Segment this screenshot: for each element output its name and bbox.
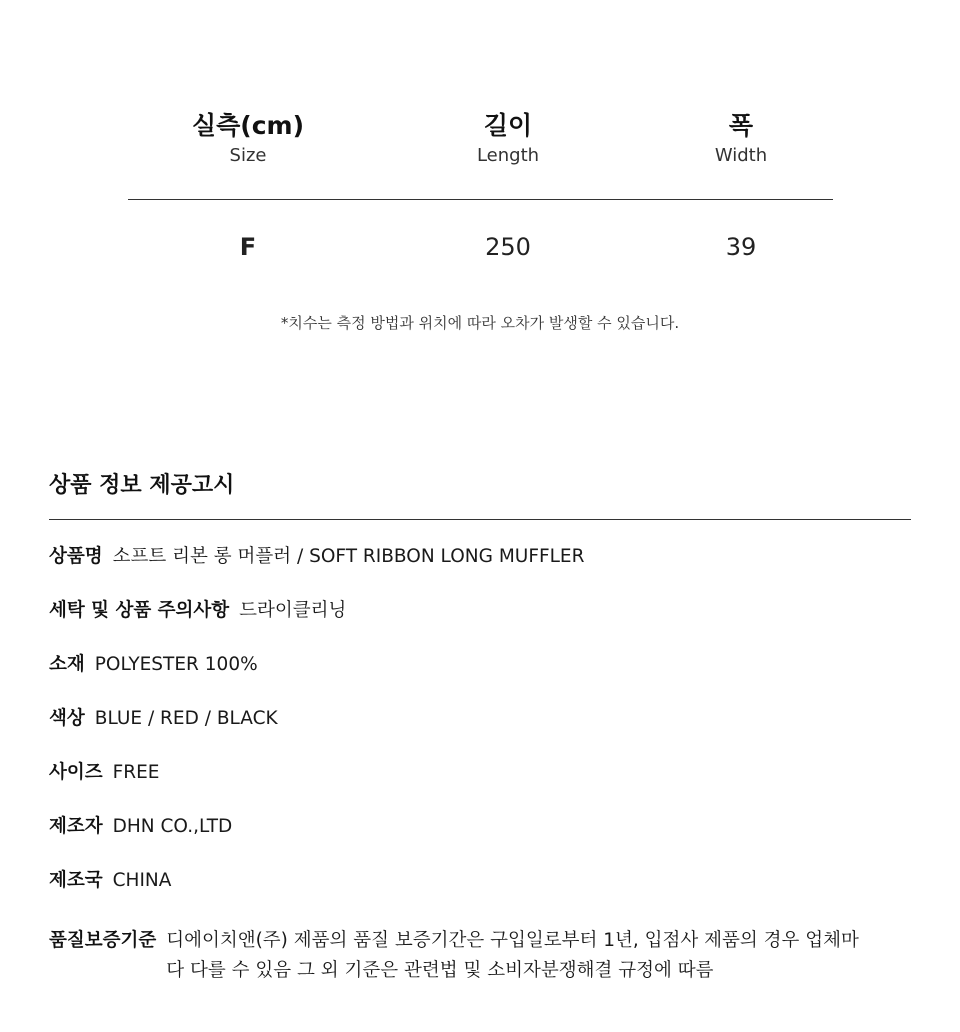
info-value: BLUE / RED / BLACK <box>94 708 278 729</box>
header-length-sub: Length <box>476 145 540 166</box>
header-width-sub: Width <box>714 145 768 166</box>
info-key: 제조자 <box>49 816 103 837</box>
info-row-care <box>49 596 346 626</box>
cell-width: 39 <box>725 233 757 261</box>
info-value: 소프트 리본 롱 머플러 / SOFT RIBBON LONG MUFFLER <box>112 546 585 567</box>
measurement-note: *치수는 측정 방법과 위치에 따라 오차가 발생할 수 있습니다. <box>280 314 680 332</box>
info-row-size <box>49 758 160 788</box>
info-key: 색상 <box>49 708 85 729</box>
info-value: FREE <box>112 762 160 783</box>
info-row-product-name <box>49 542 584 572</box>
header-size-title: 실측(cm) <box>191 111 305 140</box>
info-row-color <box>49 704 278 734</box>
info-value: CHINA <box>112 870 172 891</box>
info-key: 세탁 및 상품 주의사항 <box>49 600 230 621</box>
info-key: 품질보증기준 <box>49 930 157 951</box>
info-key: 제조국 <box>49 870 103 891</box>
cell-length: 250 <box>485 233 531 261</box>
info-divider <box>49 519 911 520</box>
info-value: 드라이클리닝 <box>239 600 347 621</box>
cell-size: F <box>239 233 257 261</box>
info-title: 상품 정보 제공고시 <box>49 473 235 498</box>
header-width-title: 폭 <box>728 111 754 140</box>
header-length <box>408 110 608 168</box>
header-width <box>641 110 841 168</box>
info-row-warranty <box>49 926 866 986</box>
header-size-sub: Size <box>229 145 267 166</box>
size-table-divider <box>128 199 833 200</box>
info-row-material <box>49 650 258 680</box>
info-key: 상품명 <box>49 546 103 567</box>
header-size <box>148 110 348 168</box>
header-length-title: 길이 <box>483 111 533 140</box>
info-row-manufacturer <box>49 812 232 842</box>
info-value: POLYESTER 100% <box>94 654 258 675</box>
info-row-country <box>49 866 171 896</box>
info-value: DHN CO.,LTD <box>112 816 233 837</box>
info-value: 디에이치앤(주) 제품의 품질 보증기간은 구입일로부터 1년, 입점사 제품의 경우 업체마다 다를 수 있음 그 외 기준은 관련법 및 소비자분쟁해결 규정에 따름 <box>166 930 859 981</box>
info-key: 소재 <box>49 654 85 675</box>
info-key: 사이즈 <box>49 762 103 783</box>
